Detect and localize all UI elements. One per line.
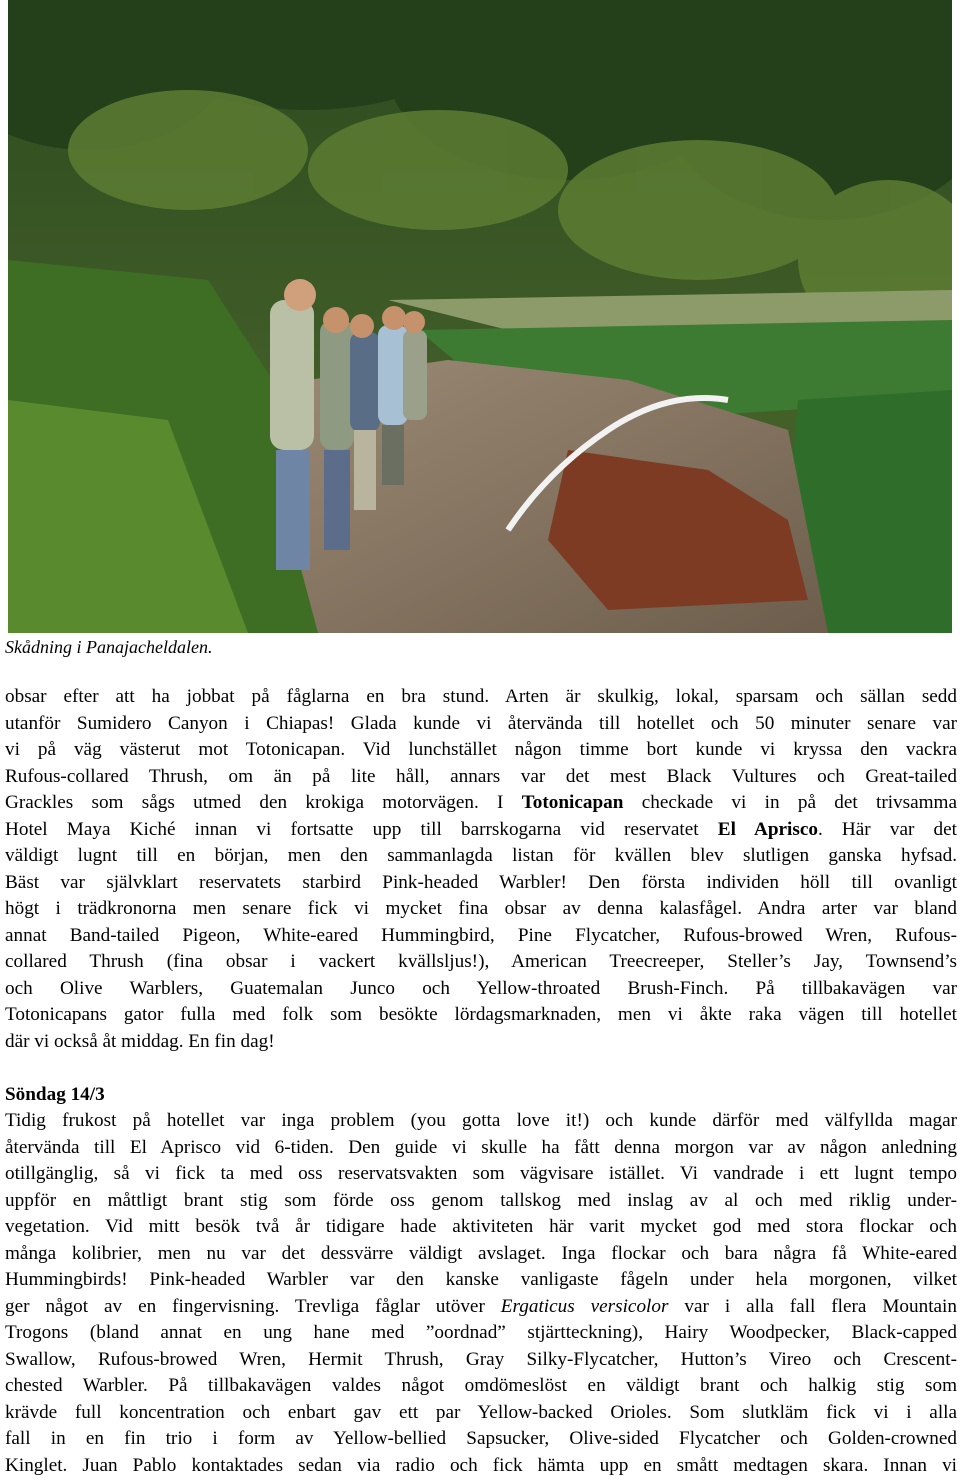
text-line: ger något av en fingervisning. Trevliga fåglar utöver Ergaticus versicolor var i alla fall flera Mountain: [5, 1295, 957, 1317]
section-heading-sunday: Söndag 14/3: [5, 1084, 105, 1105]
paragraph-saturday: [5, 684, 957, 1055]
text-line: Kinglet. Juan Pablo kontaktades sedan via radio och fick hämta upp en smått medtagen skara. Innan vi: [5, 1454, 957, 1476]
text-line: Trogons (bland annat en ung hane med ”oordnad” stjärtteckning), Hairy Woodpecker, Black-capped: [5, 1322, 957, 1343]
text-line: Totonicapans gator fulla med folk som besökte lördagsmarknaden, men vi åkte raka vägen till hotellet: [5, 1004, 957, 1025]
text-line: krävde full koncentration och enbart gav ett par Yellow-backed Orioles. Som slutkläm fick vi i alla: [5, 1401, 957, 1423]
valley-photo: [8, 0, 952, 633]
text-line: collared Thrush (fina obsar i vackert kvällsljus!), American Treecreeper, Steller’s Jay, Townsend’s: [5, 951, 957, 972]
text-line: chested Warbler. På tillbakavägen valdes något omdömeslöst en väldigt brant och halkig stig som: [5, 1375, 957, 1396]
text-line: Hummingbirds! Pink-headed Warbler var den kanske vanligaste fågeln under hela morgonen, vilket: [5, 1269, 957, 1290]
place-name-el-aprisco: El Aprisco: [717, 818, 818, 840]
photo-illustration: [8, 0, 952, 633]
text-line: högt i trädkronorna men senare fick vi mycket fina obsar av denna kalasfågel. Andra arter var bland: [5, 898, 957, 919]
text-line: Swallow, Rufous-browed Wren, Hermit Thrush, Gray Silky-Flycatcher, Hutton’s Vireo och Crescent-: [5, 1348, 957, 1370]
place-name-totonicapan: Totonicapan: [521, 792, 624, 813]
photo-caption: Skådning i Panajacheldalen.: [5, 637, 213, 657]
text-line: och Olive Warblers, Guatemalan Junco och Yellow-throated Brush-Finch. På tillbakavägen var: [5, 977, 957, 999]
text-line: Tidig frukost på hotellet var inga problem (you gotta love it!) och kunde därför med välfyllda magar: [5, 1110, 957, 1131]
text-line: vegetation. Vid mitt besök två år tidigare hade aktiviteten här varit mycket god med stora flockar och: [5, 1216, 957, 1237]
text-line: annat Band-tailed Pigeon, White-eared Hummingbird, Pine Flycatcher, Rufous-browed Wren, Rufous-: [5, 924, 957, 946]
text-line: Grackles som sågs utmed den krokiga motorvägen. I Totonicapan checkade vi in på det trivsamma: [5, 792, 957, 813]
paragraph-sunday: [5, 1108, 957, 1479]
text-line: återvända till El Aprisco vid 6-tiden. Den guide vi skulle ha fått denna morgon var av någon anledning: [5, 1136, 957, 1158]
text-line: otillgänglig, så vi fick ta med oss reservatsvakten som vägvisare istället. Vi vandrade i ett lugnt tempo: [5, 1163, 957, 1184]
species-name-italic: Ergaticus versicolor: [500, 1295, 669, 1317]
text-line: vi på väg västerut mot Totonicapan. Vid lunchstället någon timme bort kunde vi kryssa den vackra: [5, 739, 957, 760]
text-line: där vi också åt middag. En fin dag!: [5, 1030, 275, 1052]
text-line: Rufous-collared Thrush, om än på lite håll, annars var det mest Black Vultures och Great-tailed: [5, 765, 957, 787]
text-line: uppför en måttligt brant stig som förde oss genom tallskog med inslag av al och med riklig under-: [5, 1189, 957, 1211]
text-line: obsar efter att ha jobbat på fåglarna en bra stund. Arten är skulkig, lokal, sparsam och sällan sedd: [5, 686, 957, 707]
text-line: Hotel Maya Kiché innan vi fortsatte upp till barrskogarna vid reservatet El Aprisco. Här var det: [5, 818, 957, 840]
text-line: fall in en fin trio i form av Yellow-bellied Sapsucker, Olive-sided Flycatcher och Golden-crowned: [5, 1428, 957, 1449]
text-line: utanför Sumidero Canyon i Chiapas! Glada kunde vi återvända till hotellet och 50 minuter senare var: [5, 712, 957, 734]
text-line: många kolibrier, men nu var det dessvärre väldigt avslaget. Inga flockar och bara några få White-eared: [5, 1242, 957, 1264]
text-line: Bäst var självklart reservatets starbird Pink-headed Warbler! Den första individen höll till ovanligt: [5, 871, 957, 893]
text-line: väldigt lugnt till en början, men den sammanlagda listan för kvällen blev slutligen ganska hyfsad.: [5, 845, 957, 866]
